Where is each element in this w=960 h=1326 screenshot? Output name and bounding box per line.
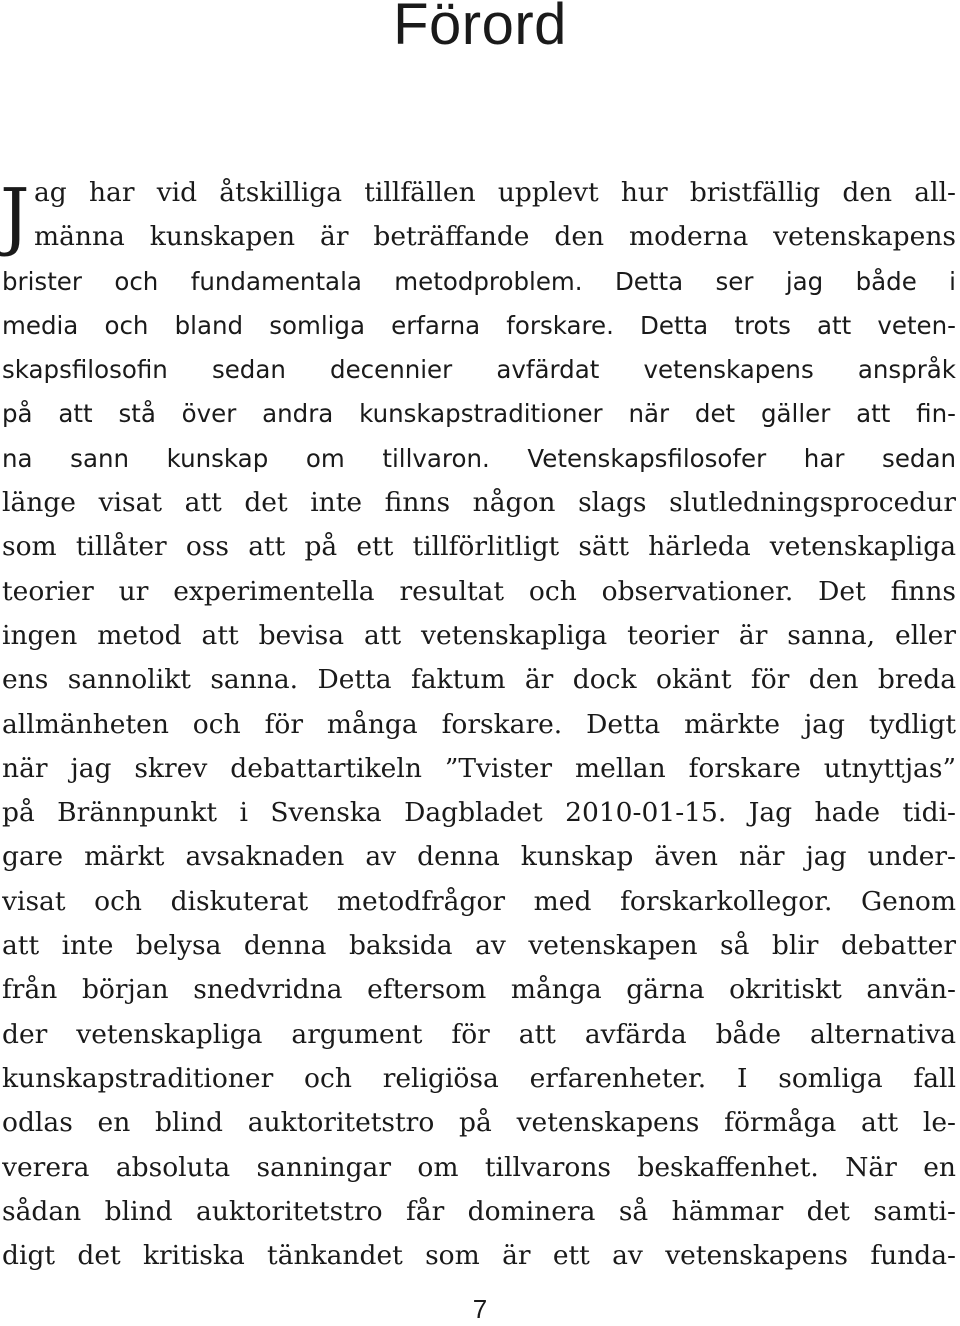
text-line: länge visat att det inte finns någon slags slutledningsprocedur xyxy=(2,487,956,519)
text-line: från början snedvridna eftersom många gärna okritiskt använ- xyxy=(2,974,956,1006)
text-line: ingen metod att bevisa att vetenskapliga teorier är sanna, eller xyxy=(2,619,956,651)
text-line: allmänheten och för många forskare. Detta märkte jag tydligt xyxy=(2,708,956,740)
text-line: teorier ur experimentella resultat och observationer. Det finns xyxy=(2,575,956,607)
text-line: männa kunskapen är beträffande den moderna vetenskapens xyxy=(34,221,956,253)
chapter-title: Förord xyxy=(393,0,567,57)
text-line: media och bland somliga erfarna forskare. Detta trots att veten- xyxy=(2,310,956,340)
page-number: 7 xyxy=(472,1294,488,1324)
text-line: visat och diskuterat metodfrågor med forskarkollegor. Genom xyxy=(2,885,956,917)
text-line: ens sannolikt sanna. Detta faktum är dock okänt för den breda xyxy=(2,664,956,696)
text-line: på Brännpunkt i Svenska Dagbladet 2010-01-15. Jag hade tidi- xyxy=(2,797,956,829)
text-line: odlas en blind auktoritetstro på vetenskapens förmåga att le- xyxy=(2,1107,956,1139)
text-line: gare märkt avsaknaden av denna kunskap även när jag under- xyxy=(2,841,956,873)
text-line: digt det kritiska tänkandet som är ett av vetenskapens funda- xyxy=(2,1240,956,1272)
text-line: ag har vid åtskilliga tillfällen upplevt hur bristfällig den all- xyxy=(34,177,956,208)
drop-cap: J xyxy=(0,173,30,259)
text-line: verera absoluta sanningar om tillvarons beskaffenhet. När en xyxy=(2,1151,956,1183)
text-line: na sann kunskap om tillvaron. Vetenskapsfilosofer har sedan xyxy=(2,443,956,473)
text-line: som tillåter oss att på ett tillförlitligt sätt härleda vetenskapliga xyxy=(2,531,956,563)
text-line: att inte belysa denna baksida av vetenskapen så blir debatter xyxy=(2,930,956,962)
text-line: brister och fundamentala metodproblem. Detta ser jag både i xyxy=(2,266,956,296)
text-line: sådan blind auktoritetstro får dominera så hämmar det samti- xyxy=(2,1195,956,1227)
body-paragraph xyxy=(2,171,956,1278)
text-line: på att stå över andra kunskapstraditioner när det gäller att fin- xyxy=(2,399,956,429)
text-line: kunskapstraditioner och religiösa erfarenheter. I somliga fall xyxy=(2,1062,956,1094)
text-line: när jag skrev debattartikeln ”Tvister mellan forskare utnyttjas” xyxy=(2,752,956,784)
text-line: skapsfilosofin sedan decennier avfärdat vetenskapens anspråk xyxy=(2,355,956,385)
text-line: der vetenskapliga argument för att avfärda både alternativa xyxy=(2,1018,956,1050)
